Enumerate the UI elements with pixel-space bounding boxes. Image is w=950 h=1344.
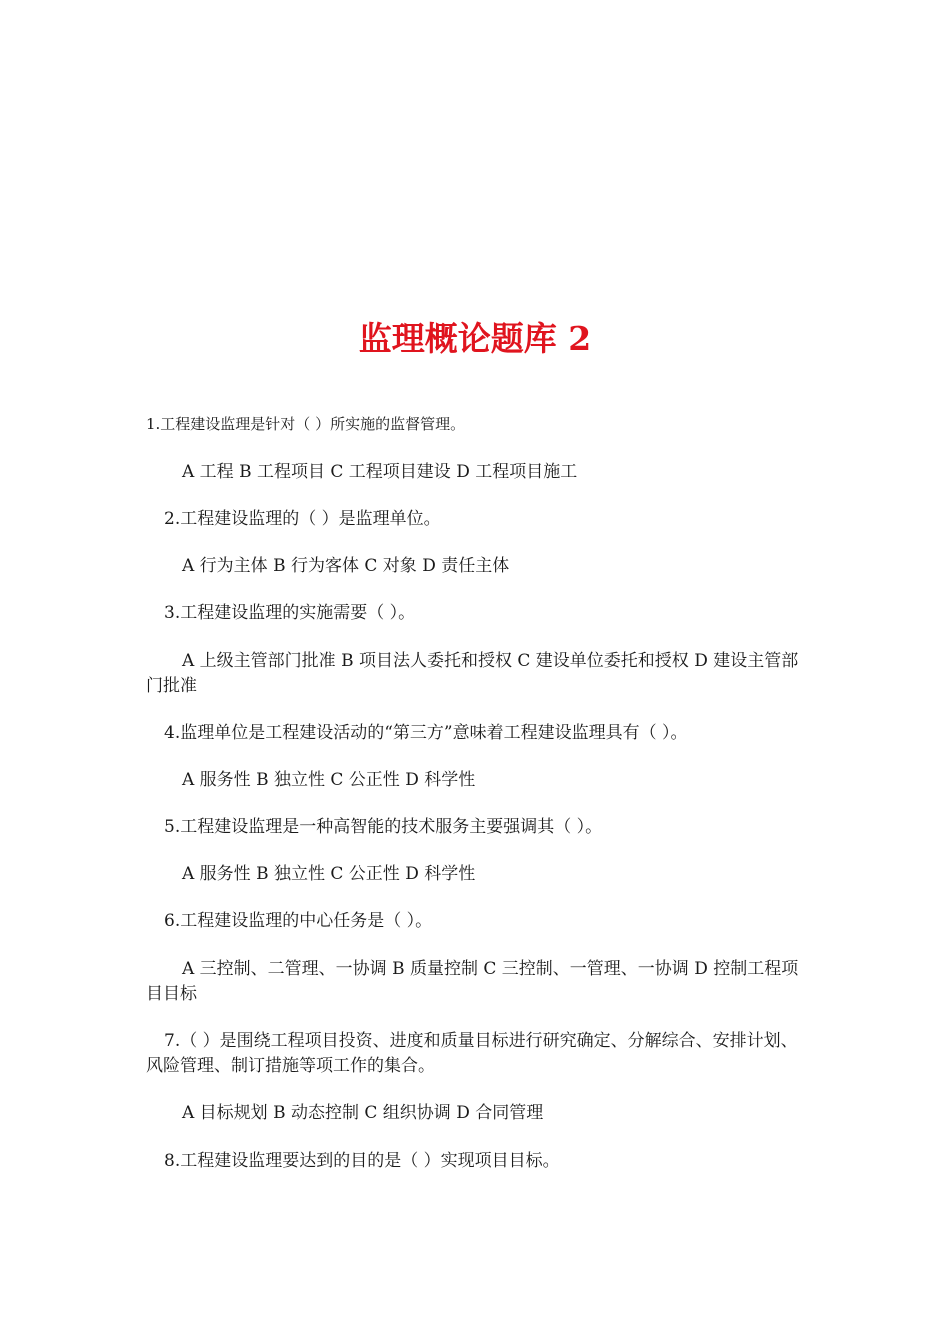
question-6: 6.工程建设监理的中心任务是（ ）。 — [164, 911, 433, 931]
question-4: 4.监理单位是工程建设活动的“第三方”意味着工程建设监理具有（ ）。 — [164, 723, 688, 743]
question-3-options: A 上级主管部门批准 B 项目法人委托和授权 C 建设单位委托和授权 D 建设主管部门批准 — [146, 651, 799, 696]
question-8: 8.工程建设监理要达到的目的是（ ）实现项目目标。 — [164, 1151, 560, 1171]
question-2: 2.工程建设监理的（ ）是监理单位。 — [164, 509, 441, 529]
question-7-options: A 目标规划 B 动态控制 C 组织协调 D 合同管理 — [182, 1103, 544, 1123]
question-5-options: A 服务性 B 独立性 C 公正性 D 科学性 — [182, 864, 476, 884]
question-5: 5.工程建设监理是一种高智能的技术服务主要强调其（ ）。 — [164, 817, 603, 837]
question-3: 3.工程建设监理的实施需要（ ）。 — [164, 603, 416, 623]
question-1-options: A 工程 B 工程项目 C 工程项目建设 D 工程项目施工 — [182, 462, 578, 482]
question-1: 1.工程建设监理是针对（ ）所实施的监督管理。 — [146, 415, 466, 433]
page-title: 监理概论题库 2 — [358, 319, 592, 358]
question-4-options: A 服务性 B 独立性 C 公正性 D 科学性 — [182, 770, 476, 790]
question-2-options: A 行为主体 B 行为客体 C 对象 D 责任主体 — [182, 556, 510, 576]
question-7: 7.（ ）是围绕工程项目投资、进度和质量目标进行研究确定、分解综合、安排计划、风险管理、制订措施等项工作的集合。 — [146, 1031, 798, 1076]
question-6-options: A 三控制、二管理、一协调 B 质量控制 C 三控制、一管理、一协调 D 控制工程项目目标 — [146, 959, 799, 1004]
